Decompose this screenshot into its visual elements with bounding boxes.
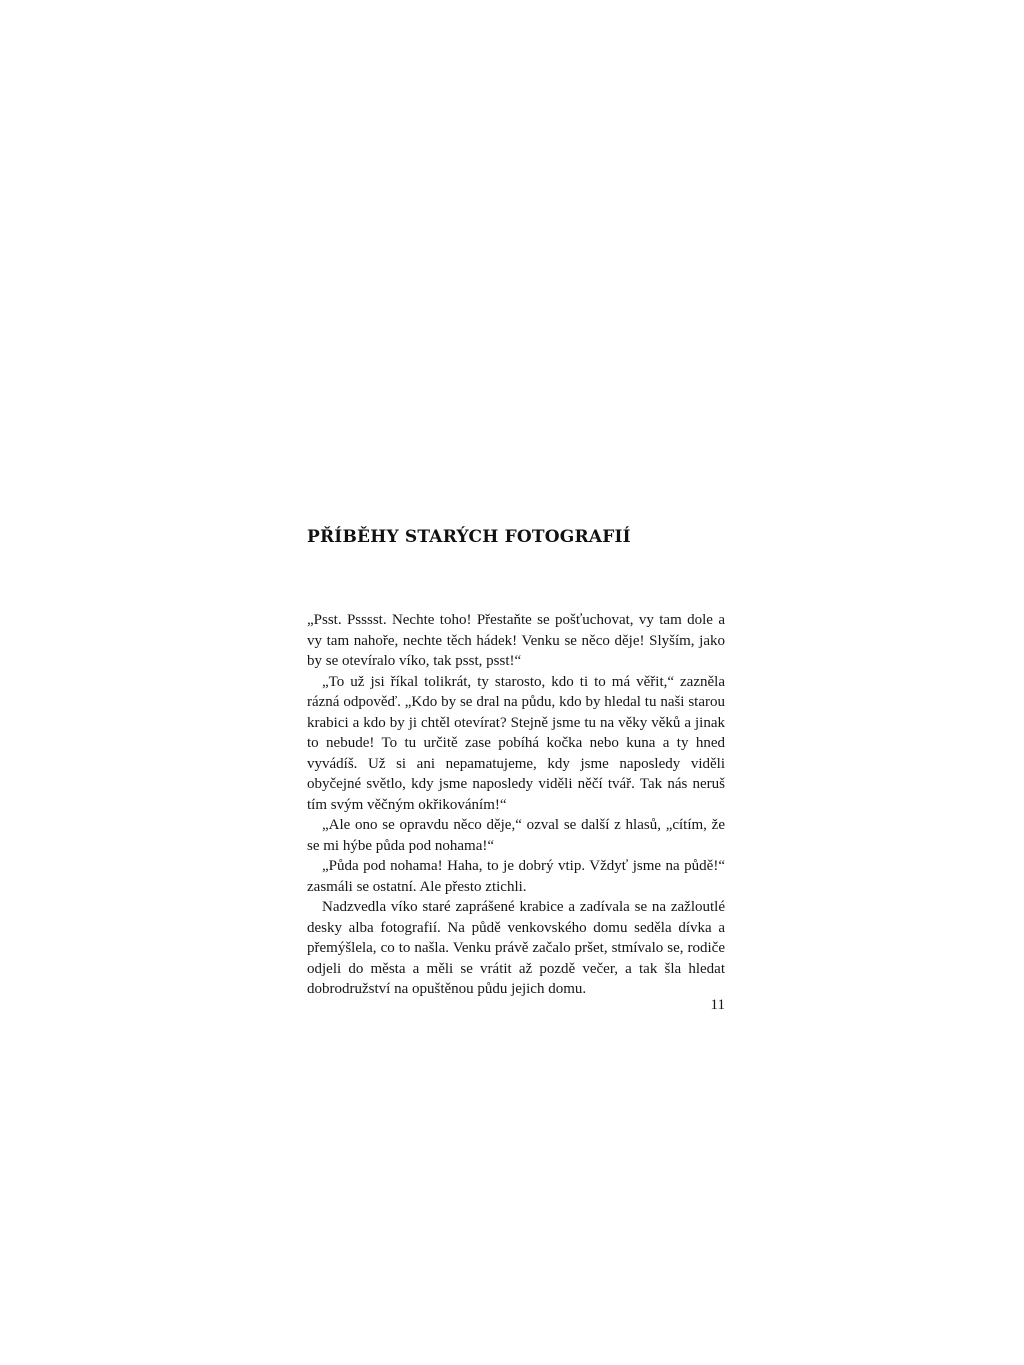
paragraph: „Ale ono se opravdu něco děje,“ ozval se další z hlasů, „cítím, že se mi hýbe půda pod nohama!“	[307, 817, 725, 854]
page-number: 11	[710, 997, 725, 1013]
paragraph: Nadzvedla víko staré zaprášené krabice a zadívala se na zažloutlé desky alba fotografií. Na půdě venkovského domu seděla dívka a přemýšlela, co to našla. Venku právě začalo pršet, stmívalo se, rodiče odjeli do města a měli se vrátit až pozdě večer, a tak šla hledat dobrodružství na opuštěnou půdu jejich domu.	[307, 899, 725, 997]
paragraph: „Půda pod nohama! Haha, to je dobrý vtip. Vždyť jsme na půdě!“ zasmáli se ostatní. Ale přesto ztichli.	[307, 858, 725, 895]
chapter-title: PŘÍBĚHY STARÝCH FOTOGRAFIÍ	[307, 527, 631, 547]
chapter-body	[307, 610, 725, 1000]
paragraph: „Psst. Psssst. Nechte toho! Přestaňte se pošťuchovat, vy tam dole a vy tam nahoře, nechte těch hádek! Venku se něco děje! Slyším, jako by se otevíralo víko, tak psst, psst!“	[307, 612, 725, 669]
paragraph: „To už jsi říkal tolikrát, ty starosto, kdo ti to má věřit,“ zazněla rázná odpověď. „Kdo by se dral na půdu, kdo by hledal tu naši starou krabici a kdo by ji chtěl otevírat? Stejně jsme tu na věky věků a jinak to nebude! To tu určitě zase pobíhá kočka nebo kuna a ty hned vyvádíš. Už si ani nepamatujeme, kdy jsme naposledy viděli obyčejné světlo, kdy jsme naposledy viděli něčí tvář. Tak nás neruš tím svým věčným okřikováním!“	[307, 673, 725, 813]
